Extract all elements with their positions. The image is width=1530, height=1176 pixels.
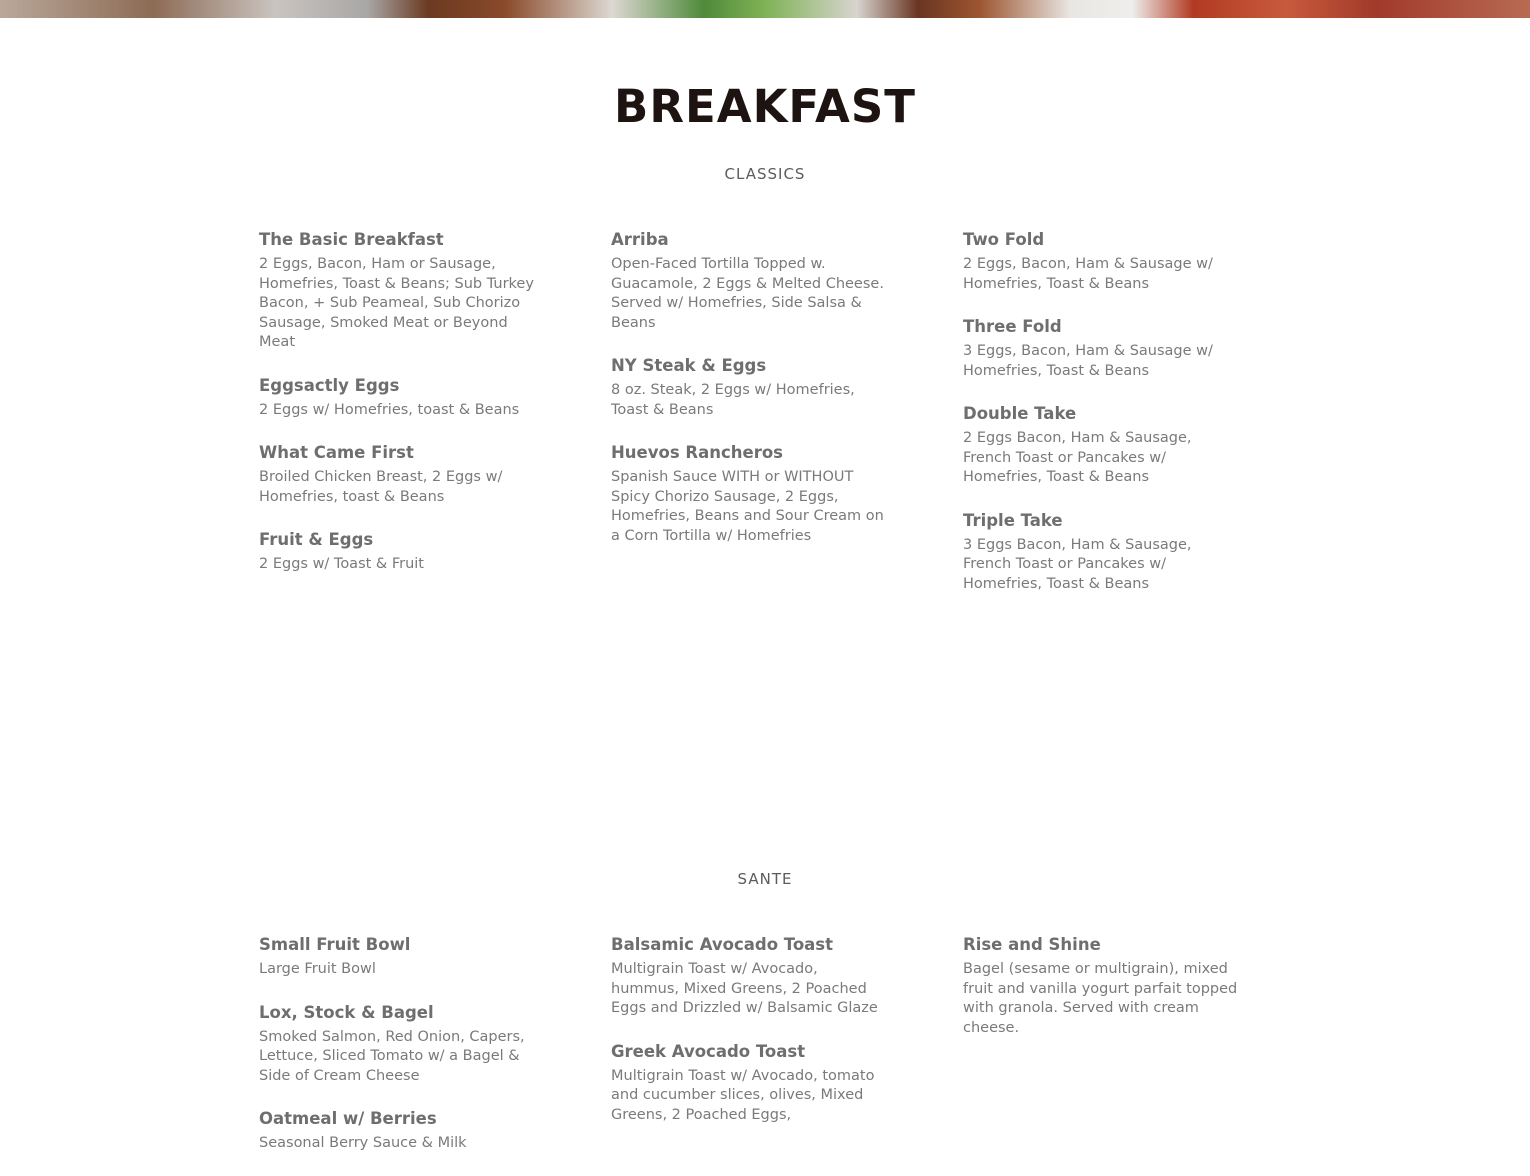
menu-item-description: Multigrain Toast w/ Avocado, hummus, Mixed Greens, 2 Poached Eggs and Drizzled w/ Balsamic Glaze: [611, 961, 878, 1016]
menu-item-description: 2 Eggs w/ Toast & Fruit: [259, 556, 424, 572]
menu-item-name: Oatmeal w/ Berries: [259, 1109, 437, 1128]
menu-item-name: Balsamic Avocado Toast: [611, 935, 834, 954]
menu-item-name: NY Steak & Eggs: [611, 356, 767, 375]
menu-item-name: Triple Take: [963, 510, 1063, 530]
menu-item: [259, 529, 534, 575]
sante-column-2: [611, 934, 886, 1147]
menu-item: [259, 934, 534, 980]
classics-column-1: [259, 229, 534, 597]
menu-item-name: Double Take: [963, 404, 1077, 423]
menu-item: [963, 934, 1238, 1038]
menu-item: [259, 229, 534, 353]
menu-item: [259, 1108, 534, 1154]
menu-item: [611, 229, 886, 333]
menu-item: [963, 316, 1238, 381]
menu-item-description: Bagel (sesame or multigrain), mixed fruit and vanilla yogurt parfait topped with granola. Served with cream cheese.: [963, 961, 1238, 1036]
section-heading-sante: SANTE: [737, 870, 793, 888]
menu-item: [259, 442, 534, 507]
menu-item: [611, 934, 886, 1019]
menu-item-description: 8 oz. Steak, 2 Eggs w/ Homefries, Toast & Beans: [611, 382, 855, 418]
menu-item-name: Small Fruit Bowl: [259, 935, 411, 954]
hero-food-image: [0, 0, 1530, 18]
menu-item-description: Multigrain Toast w/ Avocado, tomato and cucumber slices, olives, Mixed Greens, 2 Poached Eggs,: [611, 1067, 875, 1123]
menu-item-name: Huevos Rancheros: [611, 443, 784, 462]
menu-item-name: Rise and Shine: [963, 935, 1101, 954]
menu-item-description: 2 Eggs, Bacon, Ham & Sausage w/ Homefries, Toast & Beans: [963, 256, 1213, 292]
menu-item: [611, 1041, 886, 1126]
menu-item-name: The Basic Breakfast: [259, 230, 444, 249]
page-title: BREAKFAST: [614, 80, 916, 133]
menu-item-description: Smoked Salmon, Red Onion, Capers, Lettuce, Sliced Tomato w/ a Bagel & Side of Cream Cheese: [259, 1028, 525, 1084]
sante-column-3: [963, 934, 1238, 1060]
menu-item-description: Open-Faced Tortilla Topped w. Guacamole, 2 Eggs & Melted Cheese. Served w/ Homefries, Side Salsa & Beans: [611, 256, 884, 331]
menu-item-description: 2 Eggs Bacon, Ham & Sausage, French Toast or Pancakes w/ Homefries, Toast & Beans: [963, 430, 1192, 485]
menu-item-name: Greek Avocado Toast: [611, 1041, 806, 1061]
classics-column-3: [963, 229, 1238, 616]
menu-item: [963, 510, 1238, 595]
menu-item: [611, 355, 886, 420]
menu-item-description: Large Fruit Bowl: [259, 961, 376, 977]
menu-item-name: Three Fold: [963, 317, 1062, 336]
classics-column-2: [611, 229, 886, 568]
menu-item-description: 3 Eggs Bacon, Ham & Sausage, French Toast or Pancakes w/ Homefries, Toast & Beans: [963, 536, 1192, 592]
menu-item-description: Spanish Sauce WITH or WITHOUT Spicy Chorizo Sausage, 2 Eggs, Homefries, Beans and Sour Cream on a Corn Tortilla w/ Homefries: [611, 469, 884, 544]
menu-item-name: Arriba: [611, 230, 669, 249]
menu-item: [963, 229, 1238, 294]
menu-item-description: Broiled Chicken Breast, 2 Eggs w/ Homefries, toast & Beans: [259, 469, 503, 505]
menu-item: [963, 403, 1238, 488]
menu-item-description: 2 Eggs, Bacon, Ham or Sausage, Homefries, Toast & Beans; Sub Turkey Bacon, + Sub Peameal, Sub Chorizo Sausage, Smoked Meat or Beyond Meat: [259, 256, 534, 350]
menu-item-description: 2 Eggs w/ Homefries, toast & Beans: [259, 401, 520, 418]
menu-item: [259, 1002, 534, 1087]
section-heading-classics: CLASSICS: [724, 165, 806, 183]
menu-item: [611, 442, 886, 546]
menu-item-description: Seasonal Berry Sauce & Milk: [259, 1135, 467, 1151]
menu-item-name: Eggsactly Eggs: [259, 375, 400, 395]
menu-item-name: What Came First: [259, 443, 414, 462]
menu-item-description: 3 Eggs, Bacon, Ham & Sausage w/ Homefries, Toast & Beans: [963, 343, 1213, 379]
menu-item: [259, 375, 534, 421]
menu-item-name: Lox, Stock & Bagel: [259, 1002, 434, 1022]
sante-column-1: [259, 934, 534, 1176]
menu-item-name: Fruit & Eggs: [259, 530, 374, 549]
menu-item-name: Two Fold: [963, 230, 1045, 249]
